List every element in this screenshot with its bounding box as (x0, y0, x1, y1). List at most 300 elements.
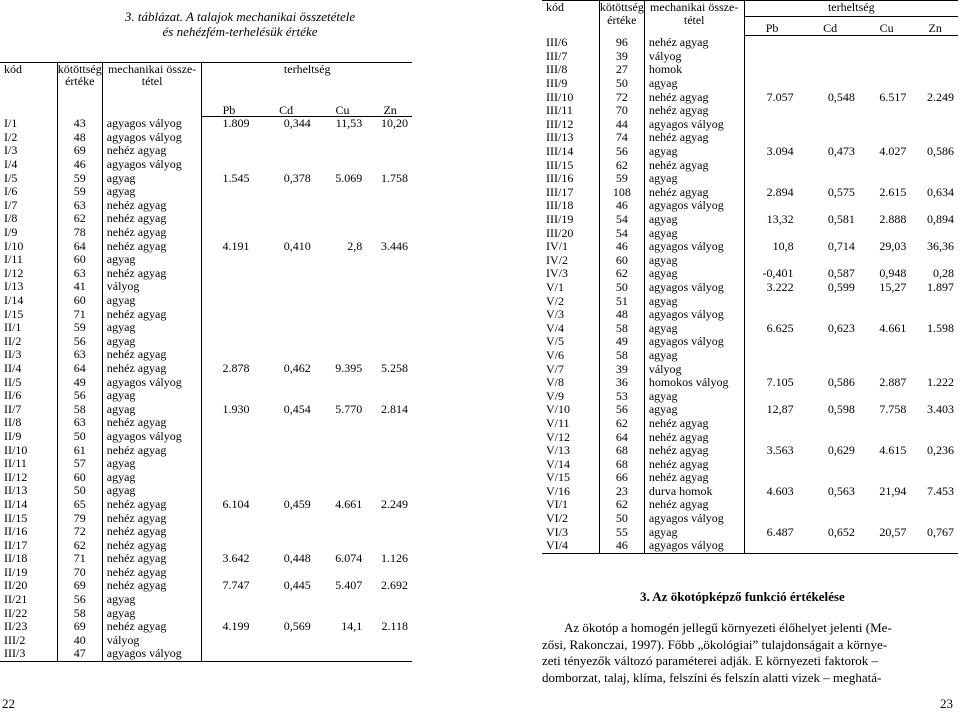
row-mechanikai: nehéz agyag (644, 104, 744, 118)
row-pb: 3.094 (766, 144, 794, 159)
row-code: VI/3 (542, 525, 599, 539)
row-kototseg: 59 (599, 172, 644, 186)
row-pb: 3.563 (766, 443, 794, 458)
row-mechanikai: agyag (644, 389, 744, 403)
table-row (542, 213, 958, 227)
row-cd: 0,714 (827, 239, 855, 254)
row-zn (912, 131, 958, 145)
row-cd (800, 471, 861, 485)
table-row (542, 145, 958, 159)
row-kototseg: 68 (599, 457, 644, 471)
row-cu: 29,03 (879, 239, 907, 254)
row-mechanikai: nehéz agyag (102, 552, 202, 566)
row-pb (744, 131, 800, 145)
row-cu: 5.407 (335, 578, 363, 593)
row-kototseg: 50 (57, 484, 102, 498)
header-mechanikai: mechanikai össze- tétel (644, 1, 744, 36)
row-zn (912, 104, 958, 118)
row-kototseg: 44 (599, 118, 644, 132)
row-mechanikai: agyag (102, 335, 202, 349)
row-kototseg: 58 (599, 321, 644, 335)
row-cu: 5.069 (335, 170, 363, 185)
table-row (542, 118, 958, 132)
row-zn (912, 308, 958, 322)
row-zn (912, 50, 958, 64)
row-cd (800, 335, 861, 349)
row-code: V/10 (542, 403, 599, 417)
row-mechanikai: agyag (644, 403, 744, 417)
page-number-left: 22 (2, 696, 15, 711)
row-cu (861, 294, 913, 308)
row-cd: 0,473 (827, 144, 855, 159)
row-mechanikai: agyagos vályog (644, 308, 744, 322)
row-kototseg: 58 (57, 402, 102, 416)
row-mechanikai: agyag (102, 470, 202, 484)
row-zn (912, 389, 958, 403)
row-pb (744, 294, 800, 308)
row-cd (800, 77, 861, 91)
row-pb (744, 389, 800, 403)
table-row (542, 430, 958, 444)
row-cu (861, 362, 913, 376)
header-zn: Zn (912, 17, 958, 36)
row-zn: 0,236 (927, 443, 954, 458)
row-kototseg: 60 (599, 254, 644, 268)
row-cu (861, 199, 913, 213)
row-code: III/9 (542, 77, 599, 91)
row-mechanikai: nehéz agyag (102, 511, 202, 525)
row-cd (800, 50, 861, 64)
row-pb: 1.930 (222, 401, 250, 416)
table-row (542, 63, 958, 77)
row-code: IV/2 (542, 254, 599, 268)
row-zn (912, 199, 958, 213)
row-kototseg: 50 (599, 512, 644, 526)
row-mechanikai: nehéz agyag (102, 566, 202, 580)
row-cu (861, 36, 913, 50)
row-cu: 20,57 (879, 524, 907, 539)
row-mechanikai: nehéz agyag (102, 348, 202, 362)
row-kototseg: 59 (57, 321, 102, 335)
row-cd: 0,569 (283, 619, 311, 634)
row-code: VI/2 (542, 512, 599, 526)
row-kototseg: 39 (599, 50, 644, 64)
row-kototseg: 69 (57, 579, 102, 593)
row-pb (744, 254, 800, 268)
row-cu: 7.758 (879, 402, 907, 417)
row-mechanikai: nehéz agyag (102, 416, 202, 430)
row-zn (912, 36, 958, 50)
row-code: III/12 (542, 118, 599, 132)
row-pb: -0,401 (762, 266, 794, 281)
row-kototseg: 62 (599, 417, 644, 431)
header-cd: Cd (255, 90, 316, 117)
paragraph-line: zeti tényezők változó paraméterei adják. E környezeti faktorok – (542, 653, 879, 668)
row-mechanikai: agyagos vályog (102, 131, 202, 145)
row-code: III/8 (542, 63, 599, 77)
row-mechanikai: agyag (102, 402, 202, 416)
row-zn: 0,767 (927, 524, 954, 539)
row-cd: 0,629 (827, 443, 855, 458)
row-kototseg: 53 (599, 389, 644, 403)
row-kototseg: 62 (599, 498, 644, 512)
header-pb: Pb (744, 17, 800, 36)
table-row (542, 471, 958, 485)
table-row (542, 226, 958, 240)
row-code: III/16 (542, 172, 599, 186)
row-kototseg: 64 (599, 430, 644, 444)
row-cu: 4.027 (879, 144, 907, 159)
table-row (542, 77, 958, 91)
row-mechanikai: agyag (644, 321, 744, 335)
row-pb (744, 158, 800, 172)
row-pb: 1.809 (222, 116, 250, 131)
row-code: III/6 (542, 36, 599, 50)
row-kototseg: 54 (599, 213, 644, 227)
row-zn (912, 63, 958, 77)
row-pb (744, 104, 800, 118)
row-cu (861, 308, 913, 322)
row-code: V/2 (542, 294, 599, 308)
row-mechanikai: agyag (102, 606, 202, 620)
row-code: III/7 (542, 50, 599, 64)
row-mechanikai: agyagos vályog (644, 118, 744, 132)
row-mechanikai: agyagos vályog (102, 430, 202, 444)
row-code: I/5 (0, 171, 57, 185)
row-kototseg: 60 (57, 294, 102, 308)
row-kototseg: 69 (57, 620, 102, 634)
table-row (542, 90, 958, 104)
row-code: II/13 (0, 484, 57, 498)
row-mechanikai: nehéz agyag (102, 579, 202, 593)
row-pb: 7.105 (766, 375, 794, 390)
row-code: V/11 (542, 417, 599, 431)
row-cd: 0,575 (827, 184, 855, 199)
row-code: III/15 (542, 158, 599, 172)
row-code: VI/4 (542, 539, 599, 553)
row-code: I/10 (0, 239, 57, 253)
row-cd (800, 349, 861, 363)
row-pb (744, 308, 800, 322)
row-zn (912, 539, 958, 553)
row-mechanikai: nehéz agyag (644, 417, 744, 431)
row-cu (861, 172, 913, 186)
page-number-right: 23 (940, 696, 953, 711)
row-kototseg: 72 (599, 90, 644, 104)
header-mechanikai: mechanikai össze- tétel (102, 63, 202, 117)
table-row (542, 376, 958, 390)
row-kototseg: 59 (57, 185, 102, 199)
row-zn: 0,586 (927, 144, 954, 159)
row-cd: 0,378 (283, 170, 311, 185)
row-cd: 0,623 (827, 320, 855, 335)
row-code: I/3 (0, 144, 57, 158)
row-pb: 4.199 (222, 619, 250, 634)
row-kototseg: 55 (599, 525, 644, 539)
row-kototseg: 72 (57, 525, 102, 539)
row-mechanikai: agyagos vályog (644, 539, 744, 553)
row-kototseg: 57 (57, 457, 102, 471)
row-pb (744, 498, 800, 512)
row-zn (912, 471, 958, 485)
header-kototseg: kötöttség értéke (57, 63, 102, 117)
row-cd: 0,454 (283, 401, 311, 416)
row-mechanikai: agyag (102, 593, 202, 607)
row-cu: 4.615 (879, 443, 907, 458)
row-cd: 0,598 (827, 402, 855, 417)
row-mechanikai: agyag (102, 253, 202, 267)
row-code: I/9 (0, 226, 57, 240)
header-cu: Cu (317, 90, 369, 117)
row-pb (744, 349, 800, 363)
table-row (542, 281, 958, 295)
row-cu (861, 471, 913, 485)
row-cu (861, 63, 913, 77)
row-cd: 0,581 (827, 212, 855, 227)
row-cd: 0,410 (283, 238, 311, 253)
row-cu (861, 118, 913, 132)
row-zn: 1.758 (381, 170, 408, 185)
row-mechanikai: agyagos vályog (102, 647, 202, 661)
row-cu: 2.615 (879, 184, 907, 199)
row-mechanikai: nehéz agyag (102, 443, 202, 457)
table-row (542, 36, 958, 50)
row-code: II/16 (0, 525, 57, 539)
row-cd (800, 226, 861, 240)
row-cu: 6.517 (879, 89, 907, 104)
table-row (542, 172, 958, 186)
row-kototseg: 63 (57, 267, 102, 281)
row-pb: 4.191 (222, 238, 250, 253)
row-code: II/1 (0, 321, 57, 335)
row-pb: 3.222 (766, 279, 794, 294)
row-mechanikai: vályog (644, 50, 744, 64)
row-code: V/1 (542, 281, 599, 295)
row-code: II/9 (0, 430, 57, 444)
row-cd: 0,563 (827, 483, 855, 498)
row-mechanikai: agyag (102, 457, 202, 471)
row-code: II/15 (0, 511, 57, 525)
row-mechanikai: agyag (644, 226, 744, 240)
row-kototseg: 40 (57, 634, 102, 648)
row-code: V/15 (542, 471, 599, 485)
row-code: II/19 (0, 566, 57, 580)
row-pb: 10,8 (772, 239, 794, 254)
row-code: II/2 (0, 335, 57, 349)
row-mechanikai: agyagos vályog (102, 158, 202, 172)
row-kototseg: 50 (599, 281, 644, 295)
row-code: III/18 (542, 199, 599, 213)
row-mechanikai: nehéz agyag (644, 90, 744, 104)
row-mechanikai: nehéz agyag (644, 444, 744, 458)
row-mechanikai: nehéz agyag (102, 307, 202, 321)
row-kototseg: 39 (599, 362, 644, 376)
row-cd (800, 308, 861, 322)
row-code: I/11 (0, 253, 57, 267)
row-code: II/18 (0, 552, 57, 566)
row-code: I/15 (0, 307, 57, 321)
row-kototseg: 56 (57, 335, 102, 349)
row-kototseg: 62 (599, 267, 644, 281)
paragraph-line: zősi, Rakonczai, 1997). Főbb „ökológiai” tulajdonságait a környe- (542, 636, 888, 652)
row-code: II/22 (0, 606, 57, 620)
row-code: III/19 (542, 213, 599, 227)
row-cd (800, 104, 861, 118)
row-code: V/13 (542, 444, 599, 458)
row-code: I/2 (0, 131, 57, 145)
row-mechanikai: agyag (644, 145, 744, 159)
table-row (542, 444, 958, 458)
row-cd: 0,587 (827, 266, 855, 281)
row-zn: 3.403 (927, 402, 954, 417)
table-row (542, 539, 958, 553)
row-cd (800, 131, 861, 145)
header-cu: Cu (861, 17, 913, 36)
row-kototseg: 50 (599, 77, 644, 91)
row-cd: 0,652 (827, 524, 855, 539)
table-row (542, 485, 958, 499)
row-kototseg: 46 (57, 158, 102, 172)
row-mechanikai: agyag (102, 171, 202, 185)
row-kototseg: 62 (599, 158, 644, 172)
row-code: V/7 (542, 362, 599, 376)
row-zn: 2.249 (381, 496, 408, 511)
row-cu: 5.770 (335, 401, 363, 416)
row-kototseg: 46 (599, 240, 644, 254)
row-zn: 0,28 (933, 266, 954, 281)
row-pb (744, 457, 800, 471)
row-cd (800, 199, 861, 213)
row-mechanikai: nehéz agyag (102, 144, 202, 158)
row-code: III/10 (542, 90, 599, 104)
row-cu (861, 349, 913, 363)
table-row (542, 254, 958, 268)
row-code: II/23 (0, 620, 57, 634)
table-row (542, 308, 958, 322)
row-kototseg: 66 (599, 471, 644, 485)
row-kototseg: 49 (599, 335, 644, 349)
row-code: II/3 (0, 348, 57, 362)
row-cd (800, 158, 861, 172)
row-pb (744, 172, 800, 186)
row-pb: 6.104 (222, 496, 250, 511)
row-kototseg: 36 (599, 376, 644, 390)
row-kototseg: 63 (57, 416, 102, 430)
row-zn: 2.692 (381, 578, 408, 593)
row-zn: 2.814 (381, 401, 408, 416)
table-row (542, 403, 958, 417)
row-mechanikai: agyag (644, 213, 744, 227)
row-code: II/17 (0, 538, 57, 552)
row-mechanikai: vályog (102, 280, 202, 294)
table-row (542, 498, 958, 512)
right-data-table (542, 0, 958, 554)
row-mechanikai: agyag (102, 185, 202, 199)
row-pb (744, 199, 800, 213)
row-kototseg: 46 (599, 539, 644, 553)
row-pb: 7.747 (222, 578, 250, 593)
table-row (542, 199, 958, 213)
row-code: I/4 (0, 158, 57, 172)
row-zn (912, 118, 958, 132)
table-row (542, 349, 958, 363)
row-cd: 0,448 (283, 551, 311, 566)
row-cd: 0,459 (283, 496, 311, 511)
row-code: I/8 (0, 212, 57, 226)
row-cd (800, 539, 861, 553)
row-code: III/2 (0, 634, 57, 648)
row-kototseg: 69 (57, 144, 102, 158)
row-kototseg: 65 (57, 498, 102, 512)
row-pb (744, 36, 800, 50)
row-kototseg: 46 (599, 199, 644, 213)
row-kototseg: 48 (57, 131, 102, 145)
header-kod: kód (542, 1, 599, 36)
row-mechanikai: nehéz agyag (644, 457, 744, 471)
row-cd (800, 457, 861, 471)
header-cd: Cd (800, 17, 861, 36)
row-zn (912, 226, 958, 240)
row-code: V/12 (542, 430, 599, 444)
row-pb: 6.625 (766, 320, 794, 335)
row-code: V/8 (542, 376, 599, 390)
row-pb (744, 430, 800, 444)
row-cd (800, 118, 861, 132)
table-row (542, 362, 958, 376)
row-cd (800, 498, 861, 512)
row-cu (861, 77, 913, 91)
row-cu (861, 131, 913, 145)
row-kototseg: 79 (57, 511, 102, 525)
row-zn: 2.118 (381, 619, 408, 634)
row-zn: 3.446 (381, 238, 408, 253)
row-kototseg: 50 (57, 430, 102, 444)
row-cu (861, 254, 913, 268)
row-code: I/7 (0, 199, 57, 213)
row-cd: 0,586 (827, 375, 855, 390)
row-code: III/14 (542, 145, 599, 159)
row-code: II/7 (0, 402, 57, 416)
table-row (542, 321, 958, 335)
row-mechanikai: agyagos vályog (644, 281, 744, 295)
row-mechanikai: agyagos vályog (102, 375, 202, 389)
row-pb: 7.057 (766, 89, 794, 104)
row-code: II/4 (0, 362, 57, 376)
row-kototseg: 68 (599, 444, 644, 458)
row-cu: 6.074 (335, 551, 363, 566)
row-cu (861, 158, 913, 172)
row-pb (744, 226, 800, 240)
row-mechanikai: agyag (644, 349, 744, 363)
row-kototseg: 54 (599, 226, 644, 240)
row-kototseg: 56 (57, 389, 102, 403)
row-code: II/6 (0, 389, 57, 403)
row-mechanikai: vályog (102, 634, 202, 648)
row-zn: 1.897 (927, 279, 954, 294)
row-pb (744, 63, 800, 77)
row-cu: 4.661 (335, 496, 363, 511)
row-pb (744, 362, 800, 376)
row-cu (861, 512, 913, 526)
table-row (542, 525, 958, 539)
row-code: II/12 (0, 470, 57, 484)
row-mechanikai: nehéz agyag (102, 362, 202, 376)
table-row (542, 50, 958, 64)
paragraph-line: domborzat, talaj, klíma, felszíni és felszín alatti vizek – meghatá- (542, 669, 882, 685)
row-zn (912, 430, 958, 444)
row-pb: 13,32 (766, 212, 794, 227)
row-mechanikai: nehéz agyag (102, 199, 202, 213)
